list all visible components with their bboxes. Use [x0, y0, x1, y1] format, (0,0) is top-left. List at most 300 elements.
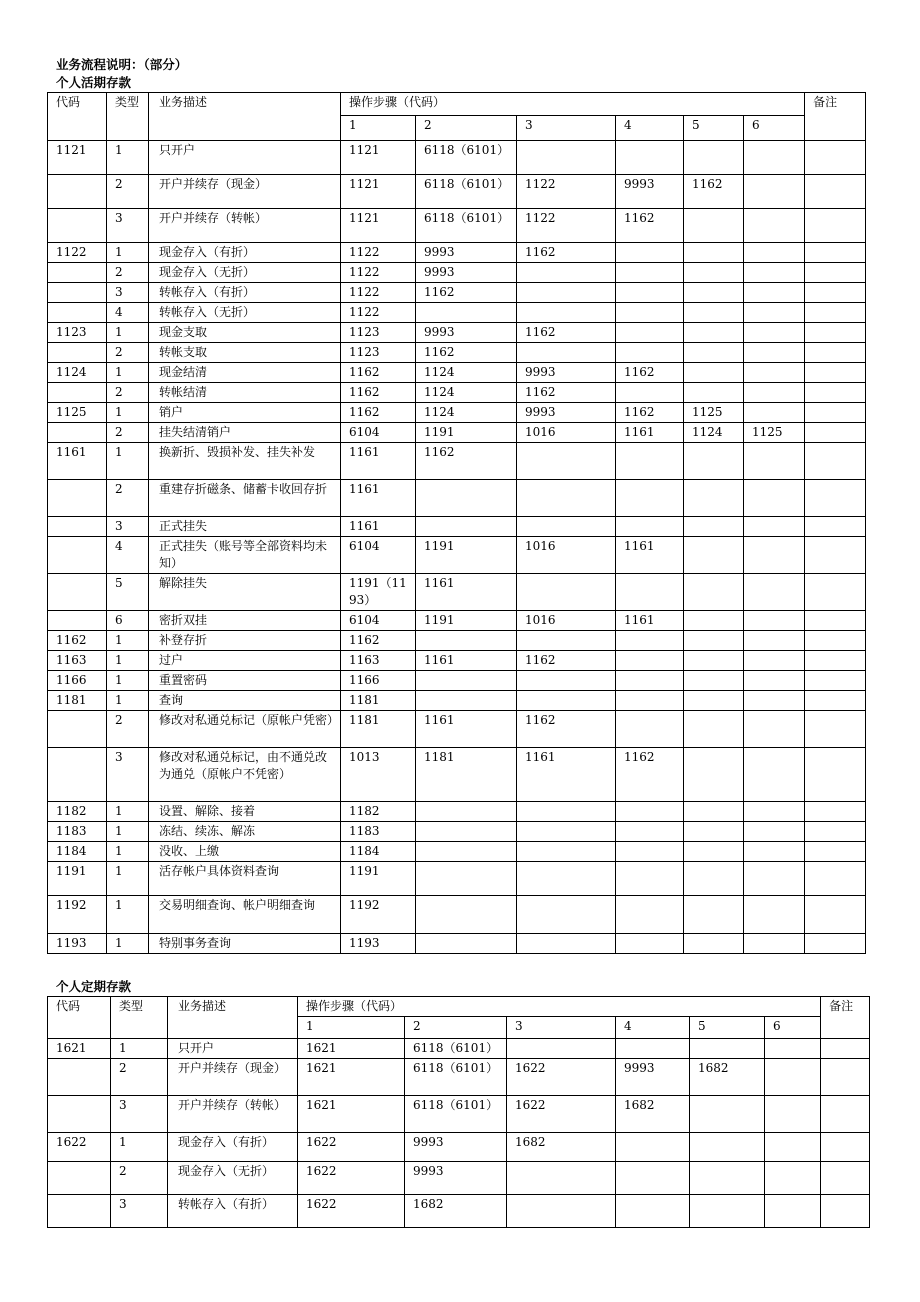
code-cell: 1192	[48, 896, 107, 934]
type-cell: 2	[107, 343, 149, 363]
step-2-cell	[416, 842, 517, 862]
step-6-cell	[765, 1039, 821, 1059]
step-5-cell	[684, 343, 744, 363]
step-1-cell: 1013	[341, 748, 416, 802]
note-cell	[805, 141, 866, 175]
type-cell: 2	[111, 1162, 168, 1195]
note-cell	[805, 283, 866, 303]
code-cell: 1183	[48, 822, 107, 842]
step-3-cell: 1161	[517, 748, 616, 802]
step-6-cell	[744, 363, 805, 383]
code-cell: 1191	[48, 862, 107, 896]
step-1-cell: 1161	[341, 517, 416, 537]
step-1-cell: 6104	[341, 611, 416, 631]
step-5-cell	[684, 363, 744, 383]
type-cell: 3	[107, 748, 149, 802]
step-4-cell	[616, 822, 684, 842]
step-4-cell: 9993	[616, 175, 684, 209]
step-3-cell	[517, 574, 616, 611]
step-4-cell: 9993	[616, 1059, 690, 1096]
step-3-cell	[517, 303, 616, 323]
step-2-cell	[416, 896, 517, 934]
step-3-cell: 1016	[517, 537, 616, 574]
type-cell: 2	[107, 480, 149, 517]
header-steps: 操作步骤（代码）	[341, 93, 805, 116]
table-row	[48, 443, 866, 480]
table-row	[48, 363, 866, 383]
code-cell: 1193	[48, 934, 107, 954]
type-cell: 1	[107, 631, 149, 651]
type-cell: 1	[107, 862, 149, 896]
table-row	[48, 423, 866, 443]
step-1-cell: 1621	[298, 1039, 405, 1059]
step-5-cell	[690, 1162, 765, 1195]
type-cell: 1	[107, 934, 149, 954]
header-step-3: 3	[507, 1017, 616, 1039]
step-2-cell: 1161	[416, 651, 517, 671]
header-step-6: 6	[765, 1017, 821, 1039]
step-5-cell	[684, 537, 744, 574]
code-cell: 1181	[48, 691, 107, 711]
step-2-cell: 1191	[416, 423, 517, 443]
type-cell: 3	[111, 1096, 168, 1133]
step-3-cell: 1682	[507, 1133, 616, 1162]
step-4-cell	[616, 141, 684, 175]
description-cell: 转帐存入（有折）	[149, 283, 341, 303]
code-cell	[48, 611, 107, 631]
step-6-cell	[744, 537, 805, 574]
note-cell	[805, 537, 866, 574]
code-cell	[48, 480, 107, 517]
header-code: 代码	[48, 93, 107, 141]
description-cell: 换新折、毁损补发、挂失补发	[149, 443, 341, 480]
type-cell: 1	[107, 671, 149, 691]
table-row	[48, 303, 866, 323]
step-4-cell: 1162	[616, 748, 684, 802]
note-cell	[805, 423, 866, 443]
step-2-cell: 9993	[416, 263, 517, 283]
step-1-cell: 1122	[341, 243, 416, 263]
step-3-cell: 1162	[517, 323, 616, 343]
type-cell: 2	[107, 423, 149, 443]
step-2-cell: 6118（6101）	[405, 1039, 507, 1059]
table-row	[48, 1039, 870, 1059]
description-cell: 正式挂失	[149, 517, 341, 537]
step-2-cell: 9993	[405, 1162, 507, 1195]
code-cell: 1166	[48, 671, 107, 691]
section-title-demand-deposit: 个人活期存款	[56, 75, 132, 90]
step-4-cell	[616, 303, 684, 323]
header-type: 类型	[111, 997, 168, 1039]
step-3-cell	[517, 691, 616, 711]
note-cell	[805, 243, 866, 263]
table-row	[48, 243, 866, 263]
description-cell: 冻结、续冻、解冻	[149, 822, 341, 842]
step-2-cell: 1124	[416, 363, 517, 383]
code-cell	[48, 537, 107, 574]
step-6-cell	[744, 443, 805, 480]
header-desc: 业务描述	[149, 93, 341, 141]
description-cell: 现金存入（有折）	[168, 1133, 298, 1162]
description-cell: 现金存入（无折）	[149, 263, 341, 283]
type-cell: 1	[107, 323, 149, 343]
type-cell: 5	[107, 574, 149, 611]
step-5-cell	[690, 1096, 765, 1133]
header-step-6: 6	[744, 116, 805, 141]
type-cell: 2	[107, 175, 149, 209]
step-2-cell	[416, 822, 517, 842]
code-cell: 1123	[48, 323, 107, 343]
description-cell: 挂失结清销户	[149, 423, 341, 443]
type-cell: 1	[107, 822, 149, 842]
code-cell	[48, 383, 107, 403]
step-6-cell	[744, 263, 805, 283]
step-2-cell: 9993	[416, 243, 517, 263]
header-step-1: 1	[341, 116, 416, 141]
code-cell	[48, 175, 107, 209]
code-cell: 1622	[48, 1133, 111, 1162]
step-6-cell	[744, 611, 805, 631]
step-1-cell: 1123	[341, 323, 416, 343]
description-cell: 解除挂失	[149, 574, 341, 611]
table-row	[48, 631, 866, 651]
step-1-cell: 1162	[341, 363, 416, 383]
step-2-cell: 6118（6101）	[416, 175, 517, 209]
step-2-cell: 1162	[416, 443, 517, 480]
note-cell	[805, 934, 866, 954]
code-cell	[48, 283, 107, 303]
step-5-cell	[684, 283, 744, 303]
note-cell	[821, 1059, 870, 1096]
step-6-cell	[744, 383, 805, 403]
step-6-cell: 1125	[744, 423, 805, 443]
step-2-cell	[416, 671, 517, 691]
type-cell: 1	[107, 842, 149, 862]
step-6-cell	[744, 517, 805, 537]
step-1-cell: 1162	[341, 403, 416, 423]
step-1-cell: 1122	[341, 283, 416, 303]
header-step-1: 1	[298, 1017, 405, 1039]
step-5-cell	[684, 303, 744, 323]
code-cell: 1184	[48, 842, 107, 862]
step-1-cell: 1121	[341, 141, 416, 175]
description-cell: 正式挂失（账号等全部资料均未知）	[149, 537, 341, 574]
step-1-cell: 1621	[298, 1059, 405, 1096]
step-4-cell	[616, 862, 684, 896]
step-4-cell: 1162	[616, 403, 684, 423]
description-cell: 开户并续存（转帐）	[149, 209, 341, 243]
step-4-cell	[616, 1162, 690, 1195]
step-4-cell	[616, 243, 684, 263]
step-3-cell: 9993	[517, 363, 616, 383]
step-4-cell	[616, 1133, 690, 1162]
note-cell	[805, 363, 866, 383]
step-1-cell: 1123	[341, 343, 416, 363]
step-4-cell	[616, 691, 684, 711]
header-step-4: 4	[616, 1017, 690, 1039]
step-6-cell	[765, 1195, 821, 1228]
step-6-cell	[744, 711, 805, 748]
step-2-cell	[416, 303, 517, 323]
code-cell	[48, 748, 107, 802]
step-2-cell: 9993	[416, 323, 517, 343]
table-row	[48, 896, 866, 934]
step-6-cell	[744, 822, 805, 842]
code-cell: 1161	[48, 443, 107, 480]
step-5-cell: 1125	[684, 403, 744, 423]
step-4-cell	[616, 263, 684, 283]
step-2-cell: 1191	[416, 537, 517, 574]
step-4-cell: 1161	[616, 537, 684, 574]
description-cell: 转帐支取	[149, 343, 341, 363]
step-5-cell	[684, 651, 744, 671]
table-header-row	[48, 997, 870, 1017]
step-3-cell	[517, 896, 616, 934]
description-cell: 现金支取	[149, 323, 341, 343]
description-cell: 过户	[149, 651, 341, 671]
note-cell	[805, 802, 866, 822]
table-row	[48, 651, 866, 671]
step-2-cell: 1162	[416, 343, 517, 363]
step-1-cell: 1162	[341, 383, 416, 403]
step-6-cell	[744, 141, 805, 175]
step-6-cell	[744, 651, 805, 671]
step-5-cell	[684, 862, 744, 896]
step-4-cell	[616, 934, 684, 954]
step-2-cell: 1161	[416, 711, 517, 748]
description-cell: 销户	[149, 403, 341, 423]
step-1-cell: 1622	[298, 1162, 405, 1195]
code-cell	[48, 574, 107, 611]
table-row	[48, 403, 866, 423]
step-4-cell	[616, 480, 684, 517]
table-row	[48, 141, 866, 175]
note-cell	[821, 1096, 870, 1133]
step-1-cell: 1162	[341, 631, 416, 651]
header-step-5: 5	[690, 1017, 765, 1039]
step-5-cell	[684, 480, 744, 517]
note-cell	[805, 480, 866, 517]
step-1-cell: 1622	[298, 1195, 405, 1228]
step-3-cell: 1122	[517, 175, 616, 209]
step-1-cell: 1193	[341, 934, 416, 954]
table-row	[48, 480, 866, 517]
step-2-cell: 1124	[416, 383, 517, 403]
header-step-4: 4	[616, 116, 684, 141]
step-1-cell: 1191	[341, 862, 416, 896]
step-5-cell	[684, 802, 744, 822]
note-cell	[805, 671, 866, 691]
time-deposit-table	[47, 996, 870, 1228]
step-2-cell: 9993	[405, 1133, 507, 1162]
note-cell	[805, 574, 866, 611]
step-5-cell	[684, 383, 744, 403]
step-2-cell: 1191	[416, 611, 517, 631]
step-2-cell: 1181	[416, 748, 517, 802]
note-cell	[805, 263, 866, 283]
table-row	[48, 1096, 870, 1133]
step-3-cell	[507, 1162, 616, 1195]
step-2-cell: 1124	[416, 403, 517, 423]
step-5-cell	[684, 517, 744, 537]
description-cell: 开户并续存（现金）	[168, 1059, 298, 1096]
description-cell: 修改对私通兑标记，由不通兑改为通兑（原帐户不凭密）	[149, 748, 341, 802]
table-row	[48, 934, 866, 954]
step-6-cell	[744, 574, 805, 611]
table-row	[48, 1059, 870, 1096]
step-3-cell: 1162	[517, 243, 616, 263]
header-step-2: 2	[405, 1017, 507, 1039]
type-cell: 4	[107, 303, 149, 323]
step-1-cell: 1121	[341, 209, 416, 243]
code-cell: 1124	[48, 363, 107, 383]
step-2-cell	[416, 631, 517, 651]
description-cell: 转帐存入（无折）	[149, 303, 341, 323]
step-3-cell: 1162	[517, 651, 616, 671]
step-5-cell	[684, 323, 744, 343]
table-row	[48, 611, 866, 631]
table-row	[48, 711, 866, 748]
table-row	[48, 691, 866, 711]
step-1-cell: 1166	[341, 671, 416, 691]
note-cell	[805, 822, 866, 842]
step-6-cell	[744, 283, 805, 303]
type-cell: 2	[107, 711, 149, 748]
code-cell	[48, 1096, 111, 1133]
table-header-row	[48, 93, 866, 116]
section-title-time-deposit: 个人定期存款	[56, 979, 132, 994]
description-cell: 特别事务查询	[149, 934, 341, 954]
step-4-cell	[616, 671, 684, 691]
step-4-cell	[616, 517, 684, 537]
description-cell: 只开户	[149, 141, 341, 175]
step-6-cell	[744, 175, 805, 209]
step-6-cell	[744, 303, 805, 323]
step-6-cell	[744, 896, 805, 934]
step-4-cell: 1161	[616, 611, 684, 631]
step-5-cell	[684, 711, 744, 748]
step-6-cell	[744, 691, 805, 711]
step-2-cell	[416, 517, 517, 537]
code-cell	[48, 423, 107, 443]
note-cell	[805, 209, 866, 243]
code-cell: 1182	[48, 802, 107, 822]
step-3-cell: 1622	[507, 1059, 616, 1096]
table-row	[48, 263, 866, 283]
code-cell	[48, 209, 107, 243]
step-4-cell	[616, 574, 684, 611]
step-4-cell	[616, 802, 684, 822]
note-cell	[805, 711, 866, 748]
step-5-cell: 1162	[684, 175, 744, 209]
type-cell: 3	[107, 283, 149, 303]
step-3-cell: 1622	[507, 1096, 616, 1133]
type-cell: 4	[107, 537, 149, 574]
step-4-cell	[616, 283, 684, 303]
step-5-cell	[684, 209, 744, 243]
table-row	[48, 842, 866, 862]
header-step-2: 2	[416, 116, 517, 141]
step-6-cell	[765, 1059, 821, 1096]
description-cell: 设置、解除、接着	[149, 802, 341, 822]
step-1-cell: 6104	[341, 423, 416, 443]
step-6-cell	[744, 403, 805, 423]
step-3-cell	[517, 631, 616, 651]
code-cell	[48, 303, 107, 323]
step-2-cell	[416, 934, 517, 954]
table-row	[48, 323, 866, 343]
step-1-cell: 1183	[341, 822, 416, 842]
step-2-cell	[416, 480, 517, 517]
code-cell	[48, 711, 107, 748]
step-3-cell	[517, 517, 616, 537]
type-cell: 1	[111, 1133, 168, 1162]
code-cell: 1621	[48, 1039, 111, 1059]
step-4-cell	[616, 842, 684, 862]
step-4-cell	[616, 343, 684, 363]
note-cell	[805, 403, 866, 423]
code-cell: 1121	[48, 141, 107, 175]
step-5-cell	[684, 822, 744, 842]
type-cell: 1	[107, 443, 149, 480]
step-2-cell: 6118（6101）	[416, 209, 517, 243]
step-2-cell	[416, 862, 517, 896]
step-3-cell	[517, 480, 616, 517]
step-6-cell	[744, 209, 805, 243]
type-cell: 1	[107, 691, 149, 711]
step-4-cell	[616, 1195, 690, 1228]
step-3-cell	[517, 263, 616, 283]
note-cell	[805, 175, 866, 209]
note-cell	[805, 896, 866, 934]
code-cell	[48, 517, 107, 537]
step-1-cell: 1122	[341, 263, 416, 283]
type-cell: 1	[107, 141, 149, 175]
table-row	[48, 209, 866, 243]
step-5-cell	[684, 631, 744, 651]
step-4-cell	[616, 323, 684, 343]
note-cell	[805, 691, 866, 711]
table-row	[48, 383, 866, 403]
step-3-cell: 1162	[517, 383, 616, 403]
step-3-cell: 1122	[517, 209, 616, 243]
step-5-cell	[684, 896, 744, 934]
step-1-cell: 1191（1193）	[341, 574, 416, 611]
table-row	[48, 517, 866, 537]
step-3-cell	[517, 862, 616, 896]
description-cell: 只开户	[168, 1039, 298, 1059]
step-6-cell	[744, 842, 805, 862]
step-4-cell	[616, 443, 684, 480]
description-cell: 查询	[149, 691, 341, 711]
description-cell: 修改对私通兑标记（原帐户凭密）	[149, 711, 341, 748]
step-5-cell	[684, 574, 744, 611]
description-cell: 现金存入（无折）	[168, 1162, 298, 1195]
step-5-cell	[684, 748, 744, 802]
step-4-cell: 1161	[616, 423, 684, 443]
step-4-cell: 1162	[616, 209, 684, 243]
step-6-cell	[744, 631, 805, 651]
note-cell	[821, 1133, 870, 1162]
step-6-cell	[744, 862, 805, 896]
description-cell: 转帐结清	[149, 383, 341, 403]
step-2-cell: 1162	[416, 283, 517, 303]
step-1-cell: 1181	[341, 711, 416, 748]
demand-deposit-table	[47, 92, 866, 954]
step-6-cell	[744, 748, 805, 802]
note-cell	[805, 748, 866, 802]
table-row	[48, 343, 866, 363]
